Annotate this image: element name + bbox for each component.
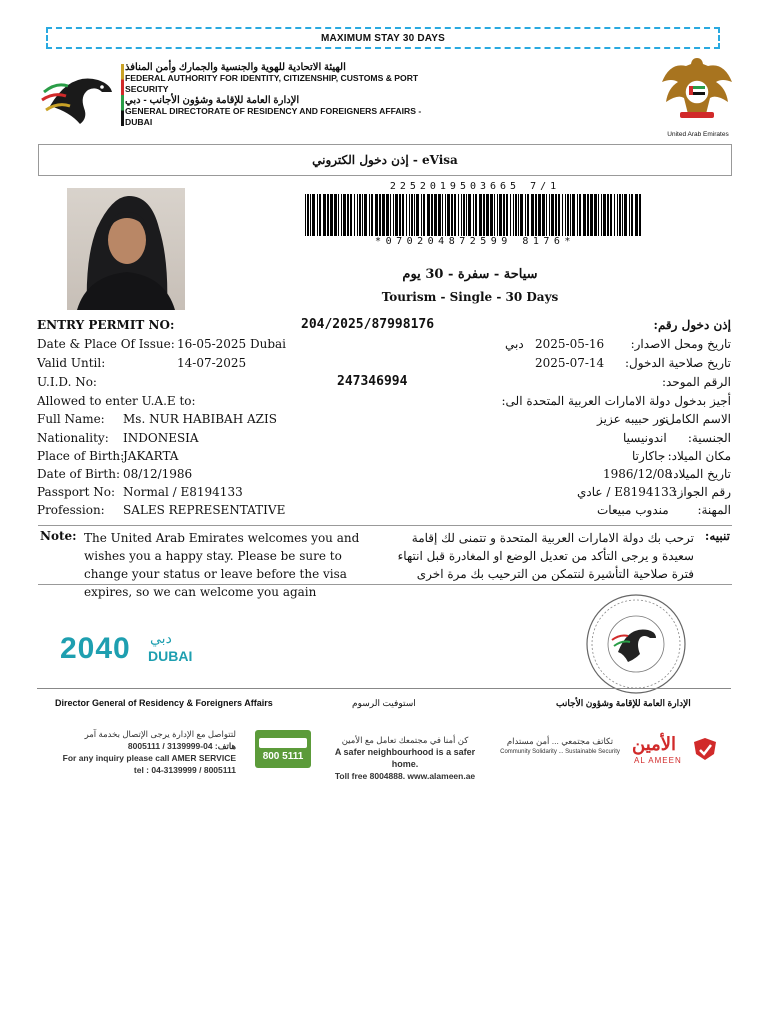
name-value: Ms. NUR HABIBAH AZIS — [123, 412, 277, 426]
amer-info — [58, 728, 236, 776]
authority-ar-2: الإدارة العامة للإقامة وشؤون الأجانب - دبي — [125, 95, 300, 106]
barcode-bar — [538, 194, 541, 236]
dob-row — [37, 467, 731, 485]
barcode-bar — [590, 194, 593, 236]
barcode-bar — [319, 194, 321, 236]
barcode-bar — [347, 194, 349, 236]
barcode-bar — [445, 194, 446, 236]
barcode-bar — [549, 194, 550, 236]
note-text-ar: ترحب بك دولة الامارات العربية المتحدة و تتمنى لك إقامة سعيدة و يرجى التأكد من تعديل الوضع او المغادرة قبل انتهاء فترة صلاحية التأشيرة لنتمكن من الترحيب بك مرة اخرى — [397, 531, 694, 581]
barcode-bar — [307, 194, 309, 236]
barcode-bar — [416, 194, 419, 236]
barcode-bottom-number: *070204872599 8176* — [375, 236, 575, 247]
amer-ar-2: هاتف: 04-3139999 / 8005111 — [127, 741, 236, 751]
name-value-ar: نور حبيبه عزيز — [597, 412, 669, 426]
alameen-logo — [630, 734, 720, 768]
barcode-bar — [558, 194, 560, 236]
alameen-ar: كن أمنا في مجتمعك تعامل مع الأمين — [341, 735, 469, 745]
entry-permit-label: ENTRY PERMIT NO: — [37, 318, 175, 332]
barcode-bar — [427, 194, 430, 236]
barcode-bar — [364, 194, 367, 236]
alameen-en-1: A safer neighbourhood is a safer home. — [334, 747, 476, 769]
alameen-logo-ar: الأمين — [632, 734, 677, 754]
barcode-bar — [479, 194, 482, 236]
allowed-label: Allowed to enter U.A.E to: — [37, 394, 196, 408]
note-label-ar: تنبيه: — [704, 529, 730, 543]
uae-emblem-icon — [658, 52, 736, 122]
profession-label: Profession: — [37, 503, 105, 517]
amer-badge — [255, 730, 311, 768]
note-box — [38, 525, 732, 599]
pob-value: JAKARTA — [123, 449, 179, 463]
barcode-bar — [434, 194, 437, 236]
barcode-bar — [631, 194, 633, 236]
dob-label: Date of Birth: — [37, 467, 120, 481]
issue-label: Date & Place Of Issue: — [37, 337, 175, 351]
barcode-bar — [371, 194, 373, 236]
nationality-label-ar: الجنسية: — [687, 431, 731, 445]
barcode-bar — [570, 194, 571, 236]
barcode-bar — [494, 194, 495, 236]
barcode-bar — [503, 194, 505, 236]
barcode-bar — [515, 194, 517, 236]
valid-label: Valid Until: — [37, 356, 106, 370]
barcode-bar — [310, 194, 311, 236]
alameen-en-2: Toll free 8004888. www.alameen.ae — [334, 771, 476, 781]
barcode-bar — [520, 194, 523, 236]
barcode-bar — [354, 194, 355, 236]
name-label-ar: الاسم الكامل: — [662, 412, 731, 426]
valid-row — [37, 356, 731, 374]
barcode-bar — [572, 194, 575, 236]
barcode-bar — [312, 194, 315, 236]
dob-label-ar: تاريخ الميلاد: — [669, 467, 731, 481]
authority-color-bar — [121, 64, 124, 126]
authority-en-2: GENERAL DIRECTORATE OF RESIDENCY AND FOREIGNERS AFFAIRS - DUBAI — [125, 106, 422, 127]
barcode-bar — [577, 194, 578, 236]
barcode-bar — [386, 194, 389, 236]
barcode-bar — [499, 194, 502, 236]
barcode-bar — [423, 194, 425, 236]
barcode-bar — [330, 194, 333, 236]
community-en: Community Solidarity ... Sustainable Security — [500, 749, 620, 755]
authority-en-1: FEDERAL AUTHORITY FOR IDENTITY, CITIZENSHIP, CUSTOMS & PORT SECURITY — [125, 73, 419, 94]
barcode-bar — [438, 194, 441, 236]
valid-value: 14-07-2025 — [177, 356, 247, 370]
passport-label-ar: رقم الجواز: — [673, 485, 731, 499]
passport-photo — [67, 188, 185, 310]
barcode-bar — [555, 194, 557, 236]
barcode-bar — [402, 194, 404, 236]
barcode-bar — [598, 194, 599, 236]
barcode-bar — [513, 194, 514, 236]
barcode-bar — [466, 194, 467, 236]
barcode-bar — [338, 194, 339, 236]
passport-value-ar: E8194133 / عادي — [577, 485, 677, 499]
barcode-bar — [463, 194, 465, 236]
issue-row — [37, 337, 731, 355]
barcode-bar — [583, 194, 586, 236]
barcode-bar — [359, 194, 361, 236]
note-text: The United Arab Emirates welcomes you and wishes you a happy stay. Please be sure to change your status or leave before the visa expires, so we can welcome you again — [84, 531, 360, 599]
name-label: Full Name: — [37, 412, 105, 426]
barcode-bar — [587, 194, 589, 236]
entry-permit-row — [37, 318, 731, 336]
valid-value-ar: 2025-07-14 — [535, 356, 605, 370]
barcode-bar — [531, 194, 534, 236]
dob-value: 08/12/1986 — [123, 467, 193, 481]
director-ar: الإدارة العامة للإقامة وشؤون الأجانب — [556, 698, 691, 708]
nationality-label: Nationality: — [37, 431, 109, 445]
profession-value-ar: مندوب مبيعات — [597, 503, 669, 517]
barcode-bar — [607, 194, 609, 236]
barcode-bar — [350, 194, 352, 236]
footer-divider — [37, 688, 731, 689]
barcode-bar — [506, 194, 508, 236]
passport-value: Normal / E8194133 — [123, 485, 243, 499]
barcode-bar — [486, 194, 489, 236]
alameen-shield-icon — [692, 736, 718, 762]
amer-en-1: For any inquiry please call AMER SERVICE — [62, 753, 236, 763]
barcode-bar — [451, 194, 453, 236]
barcode-bar — [327, 194, 329, 236]
dubai-2040-ar: دبي — [150, 630, 172, 646]
dubai-2040-logo — [60, 632, 200, 668]
barcode-bar — [475, 194, 477, 236]
uid-row — [37, 375, 731, 393]
barcode-bar — [406, 194, 407, 236]
barcode-bar — [468, 194, 471, 236]
barcode-bar — [382, 194, 385, 236]
nationality-value-ar: اندونيسيا — [623, 431, 667, 445]
nationality-value: INDONESIA — [123, 431, 199, 445]
uid-value: 247346994 — [337, 374, 408, 389]
barcode-bar — [411, 194, 413, 236]
entry-permit-value: 204/2025/87998176 — [301, 317, 435, 332]
allowed-label-ar: أجيز بدخول دولة الامارات العربية المتحدة الى: — [501, 394, 731, 408]
barcode-bar — [525, 194, 526, 236]
barcode-bar — [629, 194, 630, 236]
barcode-top-number: 2252019503665 7/1 — [389, 181, 561, 192]
barcode-bar — [334, 194, 337, 236]
profession-label-ar: المهنة: — [697, 503, 731, 517]
pob-row — [37, 449, 731, 467]
barcode-bar — [461, 194, 462, 236]
barcode-bar — [527, 194, 529, 236]
barcode-bar — [535, 194, 537, 236]
visa-type-ar: سياحة - سفرة - 30 يوم — [402, 267, 538, 282]
pob-value-ar: جاكارتا — [632, 449, 666, 463]
barcode-bar — [518, 194, 519, 236]
barcode-bar — [610, 194, 612, 236]
issue-date: 16-05-2025 — [177, 337, 247, 351]
profession-value: SALES REPRESENTATIVE — [123, 503, 286, 517]
barcode-bar — [458, 194, 459, 236]
name-row — [37, 412, 731, 430]
barcode-bar — [341, 194, 342, 236]
barcode — [305, 194, 641, 236]
barcode-bar — [594, 194, 597, 236]
barcode-bar — [622, 194, 623, 236]
authority-block — [125, 62, 425, 128]
official-stamp-icon — [584, 592, 688, 696]
amer-ar-1: لتتواصل مع الإدارة يرجى الإتصال بخدمة آمر — [84, 729, 236, 739]
barcode-bar — [395, 194, 398, 236]
barcode-bar — [442, 194, 443, 236]
barcode-bar — [490, 194, 493, 236]
barcode-bar — [431, 194, 433, 236]
entry-permit-label-ar: إذن دخول رقم: — [653, 318, 731, 332]
barcode-bar — [619, 194, 621, 236]
barcode-bar — [421, 194, 422, 236]
barcode-bar — [603, 194, 606, 236]
director-sign: استوفيت الرسوم — [352, 698, 416, 708]
dubai-2040-number: 2040 — [60, 632, 131, 665]
barcode-bar — [409, 194, 410, 236]
evisa-title — [38, 144, 732, 176]
barcode-bar — [614, 194, 615, 236]
barcode-bar — [483, 194, 485, 236]
pob-label: Place of Birth: — [37, 449, 125, 463]
barcode-bar — [617, 194, 618, 236]
barcode-bar — [447, 194, 450, 236]
barcode-bar — [317, 194, 318, 236]
note-label: Note: — [40, 529, 77, 543]
evisa-title-text: إذن دخول الكتروني - eVisa — [312, 153, 458, 167]
falcon-logo-icon — [40, 62, 120, 130]
issue-label-ar: تاريخ ومحل الاصدار: — [630, 337, 731, 351]
issue-place: Dubai — [250, 337, 287, 351]
passport-label: Passport No: — [37, 485, 116, 499]
barcode-bar — [414, 194, 415, 236]
max-stay-banner — [46, 27, 720, 49]
barcode-bar — [565, 194, 566, 236]
barcode-bar — [567, 194, 569, 236]
amer-badge-number: 800 5111 — [262, 751, 304, 762]
barcode-bar — [551, 194, 554, 236]
uid-label: U.I.D. No: — [37, 375, 97, 389]
barcode-bar — [369, 194, 370, 236]
barcode-bar — [454, 194, 456, 236]
authority-ar-1: الهيئة الاتحادية للهوية والجنسية والجمارك وأمن المنافذ — [125, 62, 346, 73]
barcode-bar — [357, 194, 358, 236]
alameen-slogan — [330, 734, 480, 782]
barcode-bar — [624, 194, 627, 236]
barcode-bar — [379, 194, 381, 236]
barcode-bar — [497, 194, 498, 236]
director-en: Director General of Residency & Foreigners Affairs — [55, 698, 273, 708]
profession-row — [37, 503, 731, 521]
allowed-row — [37, 394, 731, 412]
barcode-bar — [393, 194, 394, 236]
nationality-row — [37, 431, 731, 449]
person-photo-icon — [67, 188, 185, 310]
barcode-bar — [542, 194, 545, 236]
visa-type-en: Tourism - Single - 30 Days — [381, 290, 559, 304]
barcode-bar — [546, 194, 547, 236]
barcode-bar — [601, 194, 602, 236]
amer-en-2: tel : 04-3139999 / 8005111 — [133, 765, 236, 775]
issue-date-ar: 2025-05-16 — [535, 337, 605, 351]
max-stay-text: MAXIMUM STAY 30 DAYS — [320, 32, 446, 44]
barcode-bar — [510, 194, 511, 236]
community-block — [500, 736, 620, 758]
barcode-bar — [375, 194, 378, 236]
emblem-caption: United Arab Emirates — [667, 131, 729, 138]
community-ar: تكاتف مجتمعي ... أمن مستدام — [506, 736, 614, 746]
barcode-bar — [390, 194, 391, 236]
barcode-bar — [579, 194, 581, 236]
dob-value-ar: 1986/12/08 — [603, 467, 673, 481]
barcode-bar — [473, 194, 474, 236]
uid-label-ar: الرقم الموحد: — [661, 375, 731, 389]
dubai-2040-en: DUBAI — [148, 648, 193, 664]
passport-row — [37, 485, 731, 503]
valid-label-ar: تاريخ صلاحية الدخول: — [625, 356, 731, 370]
alameen-logo-en: AL AMEEN — [634, 756, 682, 765]
barcode-bar — [362, 194, 363, 236]
barcode-bar — [399, 194, 401, 236]
barcode-bar — [343, 194, 346, 236]
barcode-bar — [639, 194, 641, 236]
barcode-bar — [305, 194, 306, 236]
issue-place-ar: دبي — [505, 337, 524, 351]
barcode-bar — [635, 194, 638, 236]
barcode-bar — [323, 194, 326, 236]
pob-label-ar: مكان الميلاد: — [667, 449, 731, 463]
barcode-bar — [562, 194, 563, 236]
